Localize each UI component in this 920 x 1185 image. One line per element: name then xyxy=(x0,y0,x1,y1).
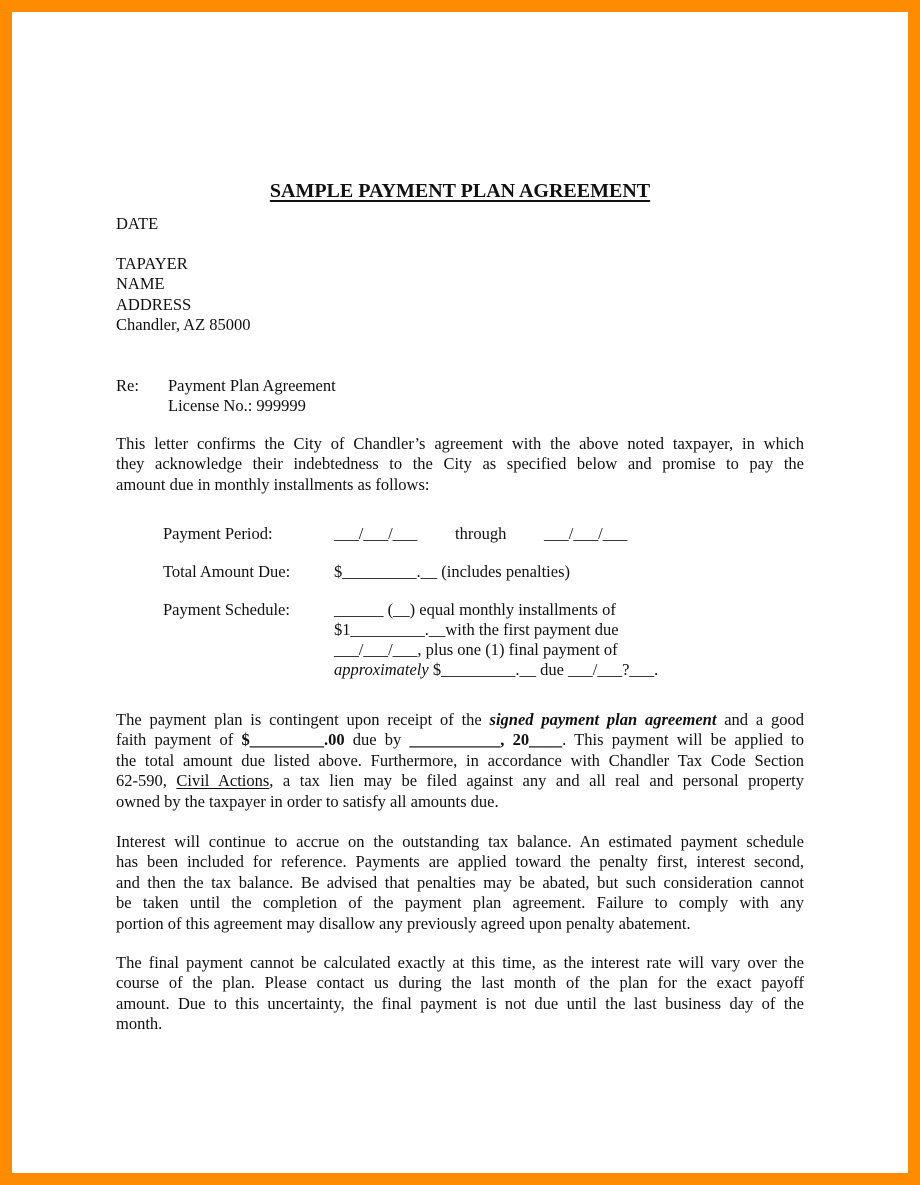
signed-agreement-emphasis: signed payment plan agreement xyxy=(489,710,717,729)
civil-actions-reference: Civil Actions xyxy=(176,771,270,791)
paragraph-line: course of the plan. Please contact us during the last month of the plan for the exact payoff xyxy=(116,973,804,993)
intro-line: amount due in monthly installments as follows: xyxy=(116,474,430,494)
paragraph-line: 62-590, Civil Actions, a tax lien may be filed against any and all real and personal property xyxy=(116,771,804,791)
paragraph-line: Interest will continue to accrue on the outstanding tax balance. An estimated payment schedule xyxy=(116,832,804,851)
paragraph-line: The final payment cannot be calculated exactly at this time, as the interest rate will vary over the xyxy=(116,953,804,972)
approximately-text: approximately xyxy=(334,660,429,679)
intro-paragraph xyxy=(116,434,804,495)
address-line-taxpayer: TAPAYER xyxy=(116,254,188,273)
document-page xyxy=(12,12,908,1173)
payment-schedule-label: Payment Schedule: xyxy=(163,600,290,619)
faith-payment-date: ___________, 20____ xyxy=(409,730,563,750)
date-label: DATE xyxy=(116,214,159,233)
payment-schedule-line xyxy=(334,660,658,680)
payment-period-to: ___/___/___ xyxy=(544,524,628,543)
document-title: SAMPLE PAYMENT PLAN AGREEMENT xyxy=(269,180,651,202)
address-line-address: ADDRESS xyxy=(116,295,192,314)
interest-paragraph xyxy=(116,832,804,934)
re-subject: Payment Plan Agreement xyxy=(168,376,336,395)
paragraph-line: be taken until the completion of the payment plan agreement. Failure to comply with any xyxy=(116,893,804,913)
payment-schedule-line: $1_________.__with the first payment due xyxy=(334,620,619,639)
intro-line: This letter confirms the City of Chandler’s agreement with the above noted taxpayer, in which xyxy=(116,434,804,453)
total-amount-label: Total Amount Due: xyxy=(163,562,291,581)
address-line-name: NAME xyxy=(116,274,165,293)
re-license: License No.: 999999 xyxy=(168,396,306,415)
intro-line: they acknowledge their indebtedness to the City as specified below and promise to pay the xyxy=(116,454,804,474)
payment-period-label: Payment Period: xyxy=(163,524,273,543)
paragraph-line: and then the tax balance. Be advised that penalties may be abated, but such consideration cannot xyxy=(116,872,804,892)
payment-period-from: ___/___/___ xyxy=(334,524,418,543)
payment-schedule-line: ______ (__) equal monthly installments of xyxy=(334,600,616,619)
paragraph-line: The payment plan is contingent upon receipt of the signed payment plan agreement and a good xyxy=(116,710,804,729)
faith-payment-amount: $_________.00 xyxy=(241,730,345,750)
paragraph-line: owned by the taxpayer in order to satisfy all amounts due. xyxy=(116,791,499,811)
final-payment-text: $_________.__ due ___/___?___. xyxy=(428,660,659,679)
paragraph-line: the total amount due listed above. Furthermore, in accordance with Chandler Tax Code Section xyxy=(116,750,804,770)
contingency-paragraph xyxy=(116,710,804,812)
address-line-city: Chandler, AZ 85000 xyxy=(116,315,251,334)
total-amount-value: $_________.__ (includes penalties) xyxy=(334,562,570,581)
payment-schedule-line: ___/___/___, plus one (1) final payment of xyxy=(334,640,618,659)
paragraph-line: faith payment of $_________.00 due by ___________, 20____. This payment will be applied to xyxy=(116,730,805,750)
re-label: Re: xyxy=(116,376,139,395)
final-payment-paragraph xyxy=(116,953,804,1035)
paragraph-line: portion of this agreement may disallow any previously agreed upon penalty abatement. xyxy=(116,913,691,933)
payment-period-through: through xyxy=(455,524,507,543)
paragraph-line: has been included for reference. Payments are applied toward the penalty first, interest second, xyxy=(116,852,804,872)
paragraph-line: month. xyxy=(116,1014,163,1034)
paragraph-line: amount. Due to this uncertainty, the final payment is not due until the last business day of the xyxy=(116,993,804,1013)
